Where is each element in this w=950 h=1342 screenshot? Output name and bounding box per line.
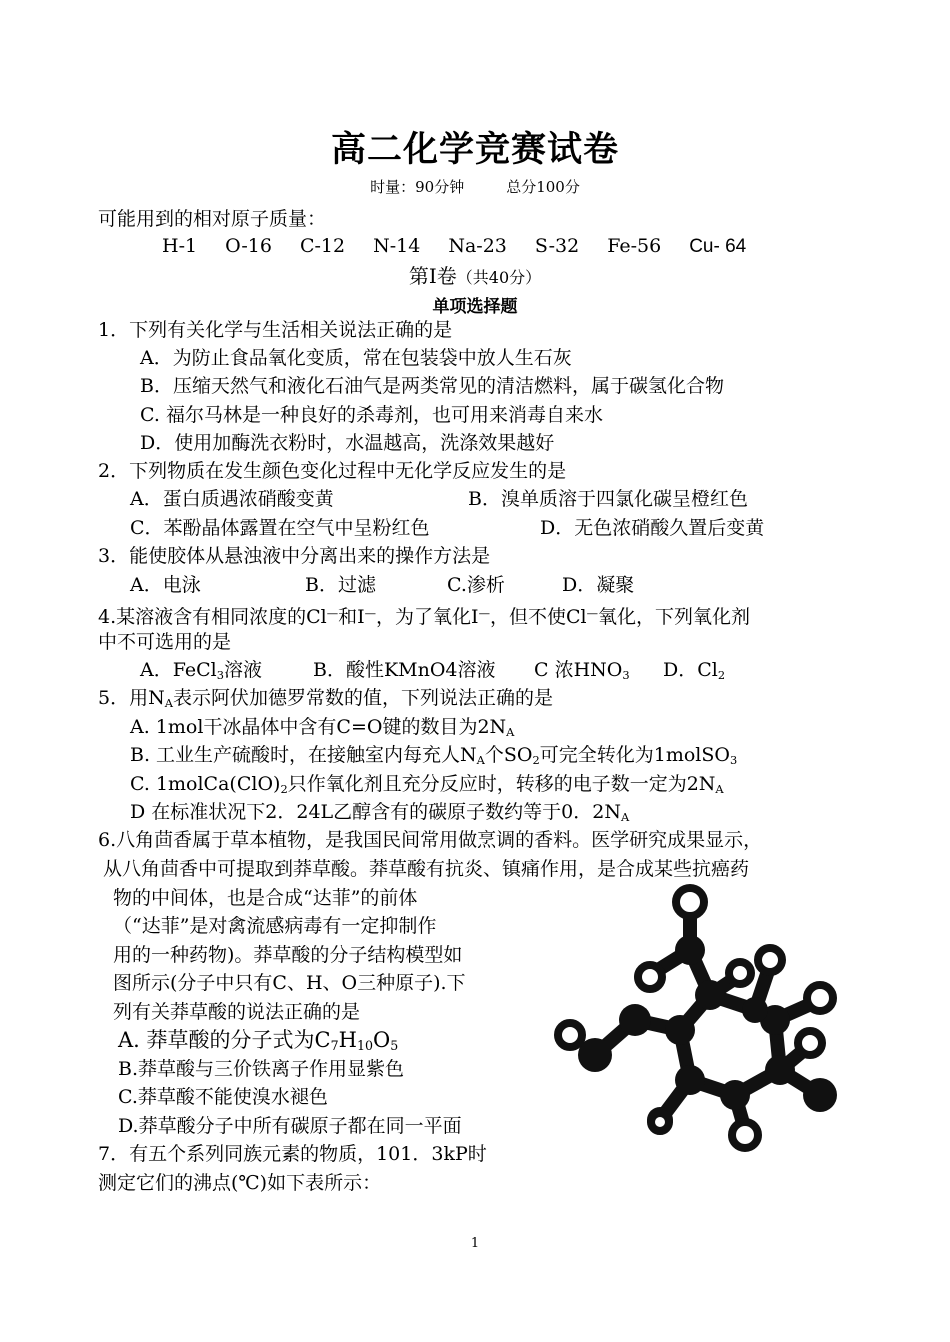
q5-option-b: B. 工业生产硫酸时，在接触室内每充人$N_A$个$SO_2$可完全转化为1molSO$_3$: [130, 744, 738, 767]
exam-info: [0, 176, 950, 197]
q6-stem-line5: 用的一种药物)。莽草酸的分子结构模型如: [113, 944, 463, 966]
q6-stem-line1: 6.八角茴香属于草本植物，是我国民间常用做烹调的香料。医学研究成果显示，: [98, 829, 763, 851]
atomic-masses: [162, 234, 746, 259]
q2-option-b: B．溴单质溶于四氯化碳呈橙红色: [468, 488, 748, 510]
molecule-svg: [540, 880, 860, 1160]
q6-stem-line2: 从八角茴香中可提取到莽草酸。莽草酸有抗炎、镇痛作用，是合成某些抗癌药: [103, 858, 750, 880]
shikimic-acid-molecule-model: [540, 880, 860, 1160]
q2-stem: 2．下列物质在发生颜色变化过程中无化学反应发生的是: [98, 460, 567, 482]
q6-stem-line4: （“达菲”是对禽流感病毒有一定抑制作: [113, 915, 437, 937]
mass-fe: Fe-56: [607, 235, 662, 257]
section-header: [0, 260, 950, 289]
q2-option-c: C．苯酚晶体露置在空气中呈粉红色: [130, 517, 430, 539]
q5-option-d: D 在标准状况下2．24L乙醇含有的碳原子数约等于0．$2N_A$: [130, 801, 630, 824]
exam-title: 高二化学竞赛试卷: [330, 129, 619, 170]
q5-stem: 5．用$N_A$表示阿伏加德罗常数的值，下列说法正确的是: [98, 687, 553, 710]
q6-option-d: D.莽草酸分子中所有碳原子都在同一平面: [118, 1115, 462, 1137]
mass-cu: Cu- 64: [689, 236, 747, 257]
q4-option-b: B．酸性KMnO4溶液: [313, 659, 496, 681]
q1-option-c: C. 福尔马林是一种良好的杀毒剂，也可用来消毒自来水: [140, 404, 603, 426]
q6-option-a: A. 莽草酸的分子式为$C_7H_{10}O_5$: [118, 1028, 399, 1053]
q5-option-a: A. 1mol干冰晶体中含有C=O键的数目为$2N_A$: [130, 716, 515, 739]
q6-option-c: C.莽草酸不能使溴水褪色: [118, 1086, 328, 1108]
q6-stem-line3: 物的中间体，也是合成“达菲”的前体: [113, 887, 418, 909]
q6-stem-line6: 图所示(分子中只有C、H、O三种原子).下: [113, 972, 466, 994]
q4-option-a: A．FeCl$_3$溶液: [140, 659, 262, 682]
q1-option-d: D．使用加酶洗衣粉时，水温越高，洗涤效果越好: [140, 432, 555, 454]
q3-option-d: D．凝聚: [562, 574, 635, 596]
mass-n: N-14: [373, 235, 421, 257]
q2-option-d: D．无色浓硝酸久置后变黄: [540, 517, 765, 539]
q4-stem-line2: 中不可选用的是: [98, 631, 232, 653]
section-header-note: （共40分）: [456, 268, 542, 287]
q1-stem: 1．下列有关化学与生活相关说法正确的是: [98, 319, 453, 341]
mass-o: O-16: [225, 235, 272, 257]
q4-option-c: C 浓$HNO_3$: [534, 659, 630, 682]
q7-stem-line2: 测定它们的沸点(℃)如下表所示：: [98, 1172, 382, 1194]
masses-label: 可能用到的相对原子质量：: [98, 208, 327, 230]
q1-option-a: A．为防止食品氧化变质，常在包装袋中放人生石灰: [140, 347, 572, 369]
mass-na: Na-23: [448, 235, 507, 257]
section-title: 单项选择题: [432, 297, 518, 317]
q1-option-b: B．压缩天然气和液化石油气是两类常见的清洁燃料，属于碳氢化合物: [140, 375, 724, 397]
q5-option-c: C. $1molCa(ClO)_2$只作氧化剂且充分反应时，转移的电子数一定为$2N_A$: [130, 773, 724, 796]
time-limit: 时量：90分钟: [370, 178, 465, 196]
q6-stem-line7: 列有关莽草酸的说法正确的是: [113, 1001, 361, 1023]
mass-s: S-32: [534, 235, 580, 257]
page-number: 1: [470, 1236, 480, 1251]
q4-option-d: D．$Cl_2$: [663, 659, 726, 682]
q4-stem: 4.某溶液含有相同浓度的Cl—和I—，为了氧化I—，但不使Cl—氧化，下列氧化剂: [98, 606, 750, 628]
q3-option-c: C.渗析: [447, 574, 505, 596]
total-score: 总分100分: [506, 178, 580, 196]
q3-option-b: B．过滤: [305, 574, 376, 596]
q2-option-a: A．蛋白质遇浓硝酸变黄: [130, 488, 334, 510]
mass-c: C-12: [299, 235, 346, 257]
section-header-main: 第Ⅰ卷: [408, 264, 457, 288]
q7-stem-line1: 7．有五个系列同族元素的物质，101．3kP时: [98, 1143, 487, 1165]
q6-option-b: B.莽草酸与三价铁离子作用显紫色: [118, 1058, 405, 1080]
mass-h: H-1: [162, 235, 198, 257]
q3-stem: 3．能使胶体从悬浊液中分离出来的操作方法是: [98, 545, 491, 567]
q3-option-a: A．电泳: [130, 574, 201, 596]
